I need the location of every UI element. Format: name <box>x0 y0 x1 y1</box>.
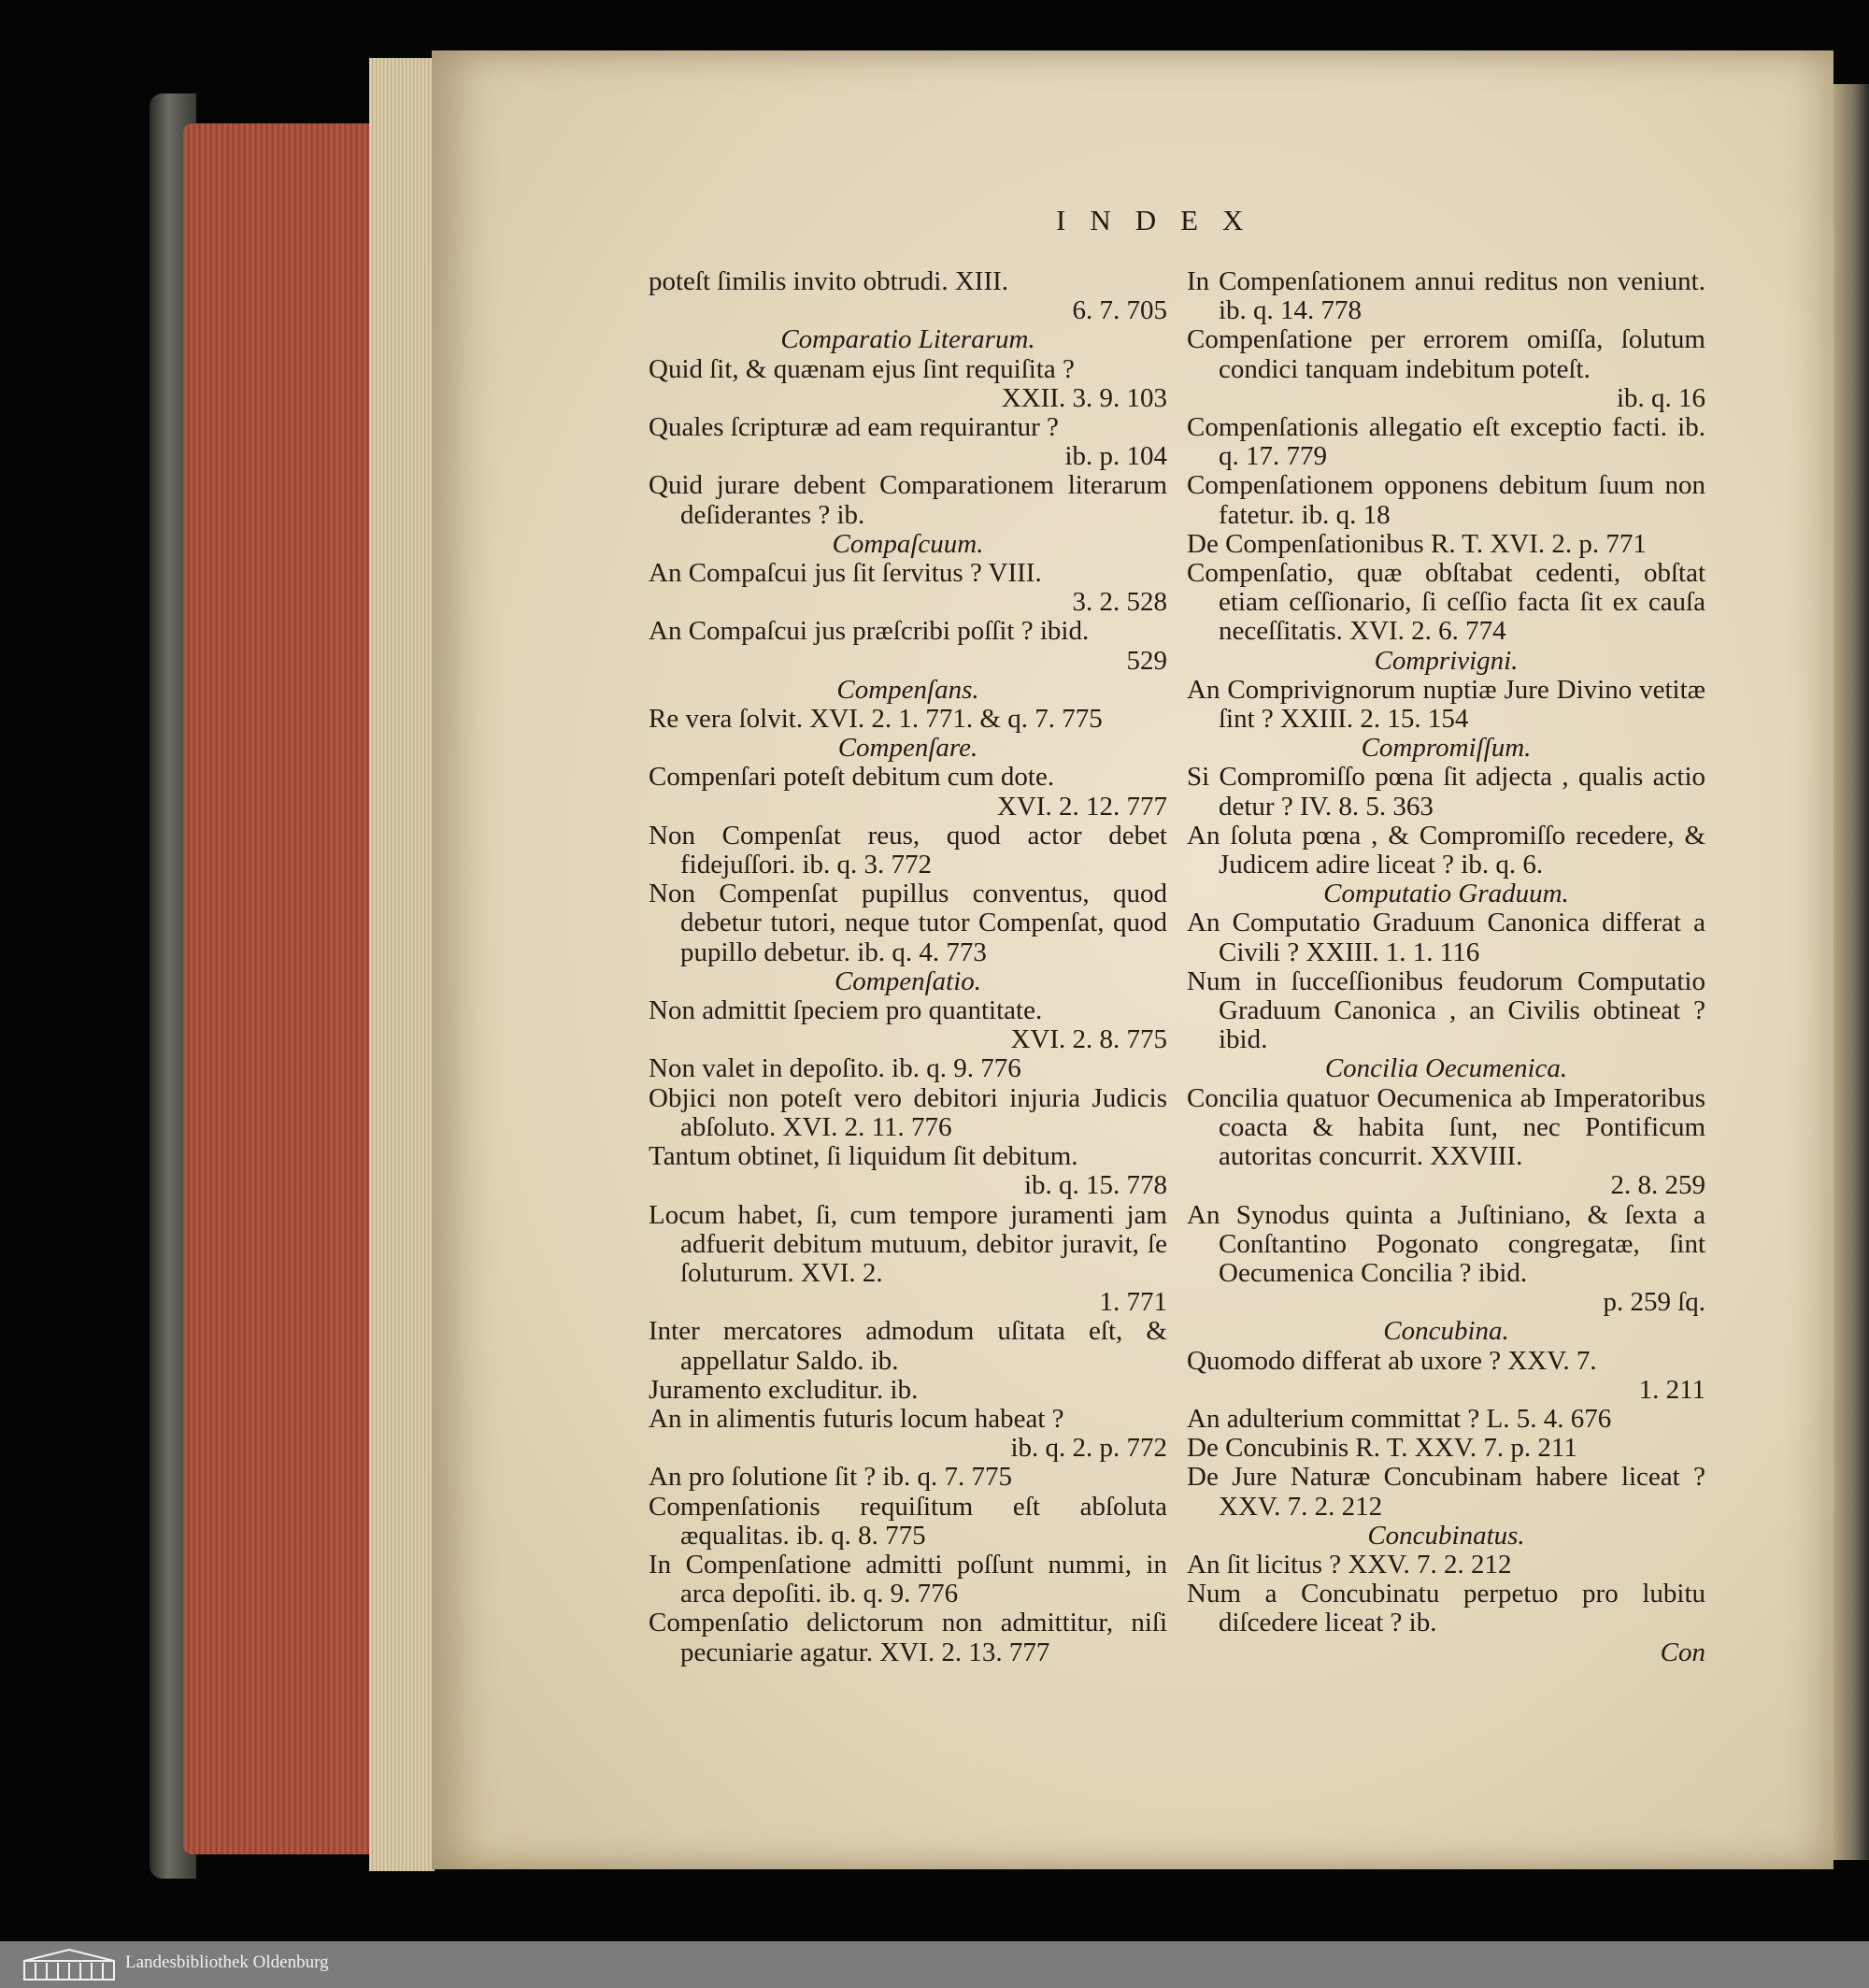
index-reference: p. 259 ſq. <box>1603 1287 1705 1318</box>
index-entry: Quales ſcripturæ ad eam requirantur ? <box>649 412 1059 443</box>
index-entry: Compenſationis requiſitum eſt abſoluta æqualitas. ib. q. 8. 775 <box>649 1491 1167 1551</box>
index-entry: Non admittit ſpeciem pro quantitate. <box>649 995 1043 1026</box>
page-stack <box>369 58 435 1871</box>
index-entry: Num a Concubinatu perpetuo pro lubitu diſcedere liceat ? ib. <box>1187 1579 1705 1638</box>
left-column <box>649 267 1167 1667</box>
index-entry: An ſit licitus ? XXV. 7. 2. 212 <box>1187 1549 1512 1580</box>
index-heading: Computatio Graduum. <box>1323 879 1569 909</box>
index-entry: Quid ſit, & quænam ejus ſint requiſita ? <box>649 353 1075 384</box>
index-entry: Concilia quatuor Oecumenica ab Imperatoribus coacta & habita ſunt, nec Pontificum autoritas concurrit. XXVIII. <box>1187 1082 1705 1172</box>
index-heading: Concubina. <box>1383 1316 1509 1347</box>
footer-bar <box>0 1941 1869 1988</box>
index-heading: Comparatio Literarum. <box>780 324 1035 355</box>
index-entry: Non valet in depoſito. ib. q. 9. 776 <box>649 1053 1021 1084</box>
index-heading: Compenſans. <box>836 674 979 705</box>
index-reference: 2. 8. 259 <box>1610 1170 1705 1201</box>
index-entry: Compenſatio, quæ obſtabat cedenti, obſtat etiam ceſſionario, ſi ceſſio facta ſit ex cauſa neceſſitatis. XVI. 2. 6. 774 <box>1187 558 1705 647</box>
index-heading: Compaſcuum. <box>832 528 984 559</box>
index-entry: Objici non poteſt vero debitori injuria Judicis abſoluto. XVI. 2. 11. 776 <box>649 1082 1167 1142</box>
index-entry: Num in ſucceſſionibus feudorum Computatio Graduum Canonica , an Civilis obtineat ? ibid. <box>1187 965 1705 1055</box>
index-entry: An ſoluta pœna , & Compromiſſo recedere, & Judicem adire liceat ? ib. q. 6. <box>1187 820 1705 880</box>
index-reference: 3. 2. 528 <box>1072 587 1167 618</box>
index-entry: Tantum obtinet, ſi liquidum ſit debitum. <box>649 1141 1078 1172</box>
index-heading: Comprivigni. <box>1374 645 1519 676</box>
index-heading: Concubinatus. <box>1367 1520 1525 1551</box>
index-reference: 1. 771 <box>1099 1287 1167 1318</box>
library-building-icon <box>22 1948 116 1981</box>
index-reference: 1. 211 <box>1638 1374 1705 1405</box>
page-header: INDEX <box>1056 204 1268 236</box>
index-entry: Re vera ſolvit. XVI. 2. 1. 771. & q. 7. 775 <box>649 704 1103 735</box>
catchword: Con <box>1660 1637 1705 1667</box>
index-entry: Compenſationis allegatio eſt exceptio facti. ib. q. 17. 779 <box>1187 412 1705 472</box>
index-entry: An Comprivignorum nuptiæ Jure Divino vetitæ ſint ? XXIII. 2. 15. 154 <box>1187 674 1705 735</box>
index-entry: Quomodo differat ab uxore ? XXV. 7. <box>1187 1345 1597 1376</box>
index-entry: An Computatio Graduum Canonica differat a Civili ? XXIII. 1. 1. 116 <box>1187 908 1705 967</box>
index-heading: Compenſatio. <box>834 965 982 996</box>
index-reference: XVI. 2. 8. 775 <box>1010 1024 1167 1055</box>
index-heading: Compenſare. <box>837 733 978 764</box>
index-entry: De Concubinis R. T. XXV. 7. p. 211 <box>1187 1433 1577 1464</box>
index-reference: XXII. 3. 9. 103 <box>1001 382 1167 413</box>
index-entry: An pro ſolutione ſit ? ib. q. 7. 775 <box>649 1462 1013 1493</box>
index-entry: Compenſatione per errorem omiſſa, ſolutum condici tanquam indebitum poteſt. <box>1187 324 1705 384</box>
library-name: Landesbibliothek Oldenburg <box>125 1952 329 1972</box>
index-entry: An Compaſcui jus præſcribi poſſit ? ibid. <box>649 616 1090 647</box>
index-entry: poteſt ſimilis invito obtrudi. XIII. <box>649 266 1009 296</box>
index-reference: XVI. 2. 12. 777 <box>996 791 1167 822</box>
index-entry: Quid jurare debent Comparationem literarum deſiderantes ? ib. <box>649 470 1167 530</box>
right-page-edge <box>1832 84 1869 1860</box>
index-entry: Compenſatio delictorum non admittitur, niſi pecuniarie agatur. XVI. 2. 13. 777 <box>649 1608 1167 1667</box>
index-heading: Compromiſſum. <box>1361 733 1532 764</box>
index-entry: De Compenſationibus R. T. XVI. 2. p. 771 <box>1187 528 1647 559</box>
index-reference: 529 <box>1126 645 1167 676</box>
right-column <box>1187 267 1705 1667</box>
index-entry: An in alimentis futuris locum habeat ? <box>649 1403 1064 1434</box>
index-entry: Juramento excluditur. ib. <box>649 1374 919 1405</box>
index-entry: Non Compenſat reus, quod actor debet fidejuſſori. ib. q. 3. 772 <box>649 820 1167 880</box>
index-entry: An Synodus quinta a Juſtiniano, & ſexta a Conſtantino Pogonato congregatæ, ſint Oecumenica Concilia ? ibid. <box>1187 1199 1705 1288</box>
index-entry: An adulterium committat ? L. 5. 4. 676 <box>1187 1403 1612 1434</box>
index-entry: Compenſari poteſt debitum cum dote. <box>649 762 1055 793</box>
index-entry: In Compenſatione admitti poſſunt nummi, in arca depoſiti. ib. q. 9. 776 <box>649 1549 1167 1609</box>
index-entry: Si Compromiſſo pœna ſit adjecta , qualis actio detur ? IV. 8. 5. 363 <box>1187 762 1705 822</box>
index-entry: An Compaſcui jus ſit ſervitus ? VIII. <box>649 558 1042 589</box>
index-entry: Non Compenſat pupillus conventus, quod debetur tutori, neque tutor Compenſat, quod pupillo debetur. ib. q. 4. 773 <box>649 879 1167 967</box>
index-reference: ib. p. 104 <box>1064 441 1167 472</box>
index-reference: ib. q. 2. p. 772 <box>1010 1433 1167 1464</box>
index-heading: Concilia Oecumenica. <box>1324 1053 1568 1084</box>
index-reference: ib. q. 15. 778 <box>1023 1170 1167 1201</box>
index-entry: Inter mercatores admodum uſitata eſt, & appellatur Saldo. ib. <box>649 1316 1167 1376</box>
index-entry: In Compenſationem annui reditus non veniunt. ib. q. 14. 778 <box>1187 266 1705 326</box>
index-entry: Compenſationem opponens debitum ſuum non fatetur. ib. q. 18 <box>1187 470 1705 530</box>
index-entry: De Jure Naturæ Concubinam habere liceat ? XXV. 7. 2. 212 <box>1187 1462 1705 1522</box>
index-reference: ib. q. 16 <box>1616 382 1705 413</box>
index-reference: 6. 7. 705 <box>1072 295 1167 326</box>
index-entry: Locum habet, ſi, cum tempore juramenti jam adfuerit debitum mutuum, debitor juravit, ſe ſoluturum. XVI. 2. <box>649 1199 1167 1288</box>
